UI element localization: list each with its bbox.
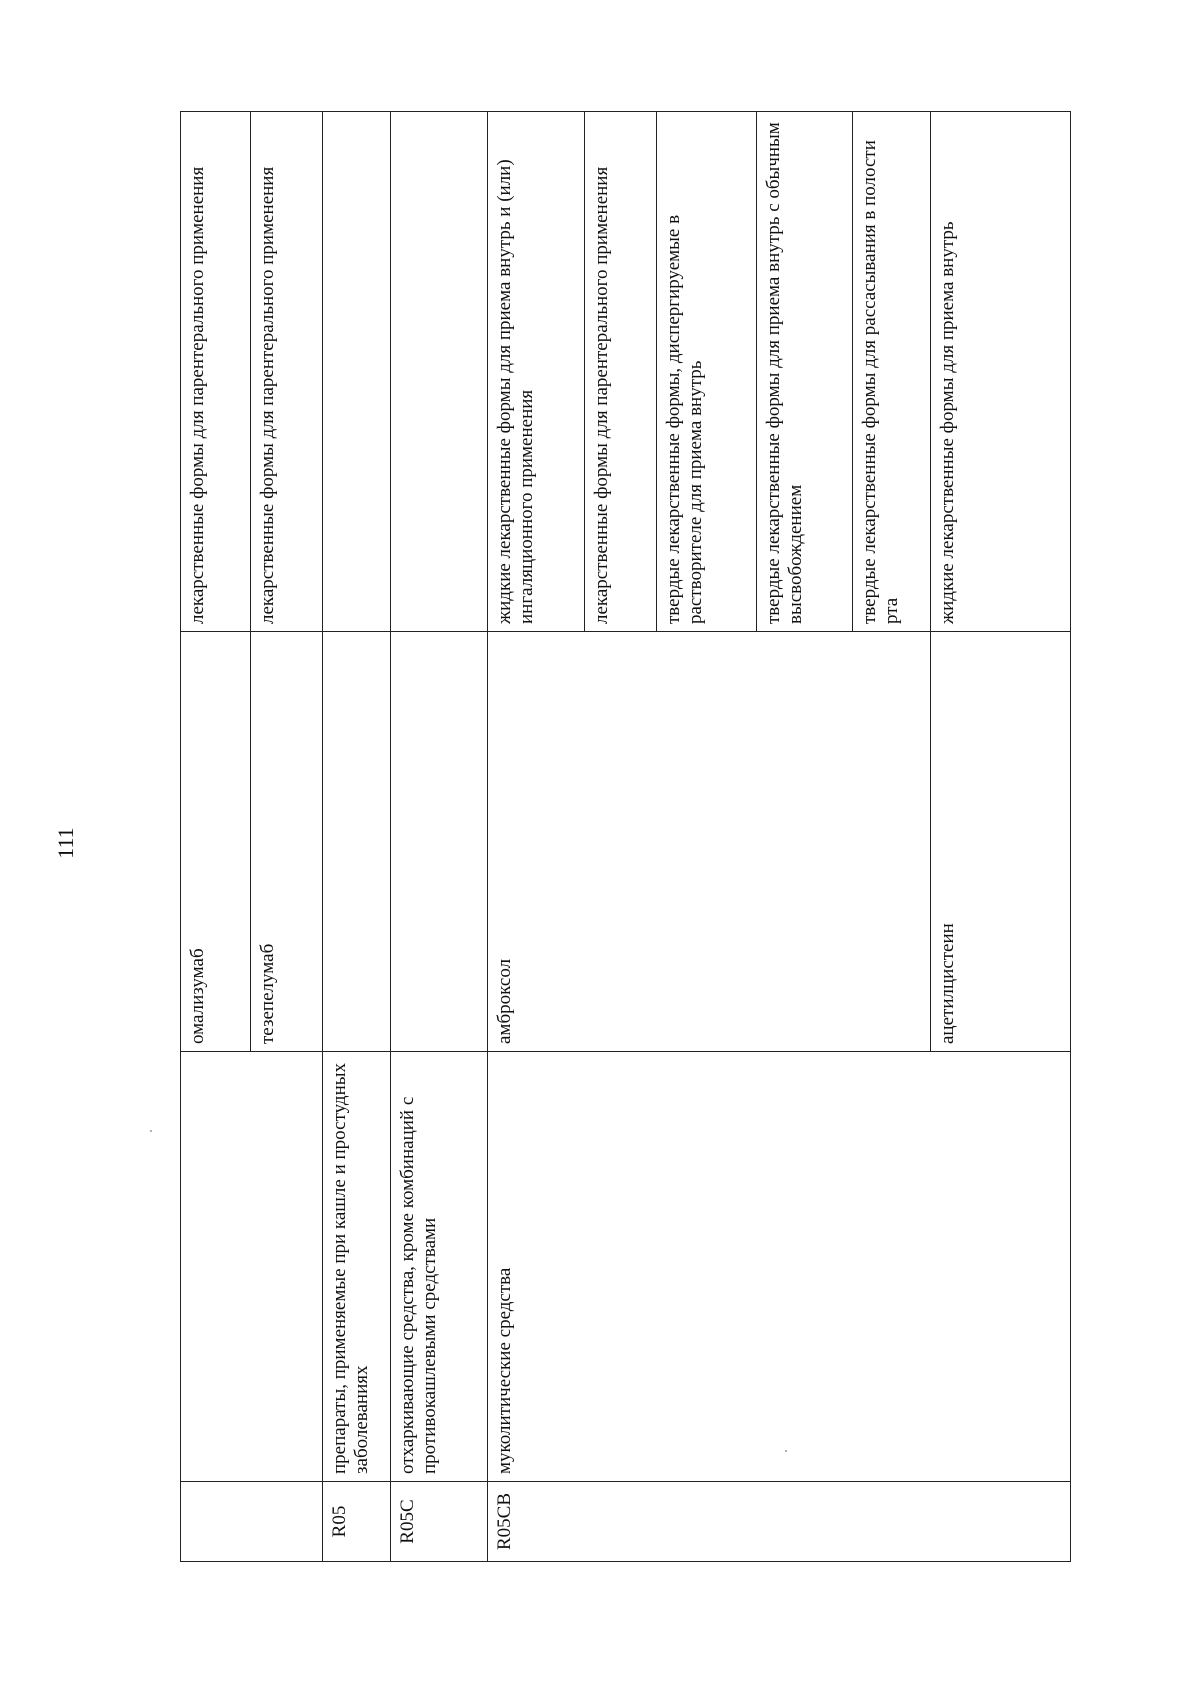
document-page [180,112,1070,1562]
rotated-content [180,112,1070,1562]
form-cell [391,112,488,632]
table-row [323,112,391,1562]
group-cell [181,1052,323,1482]
group-cell: муколитические средства [488,1052,1071,1482]
form-cell: лекарственные формы для парентерального применения [251,112,323,632]
table-row [181,112,251,1562]
inn-cell: омализумаб [181,632,251,1052]
group-cell: отхаркивающие средства, кроме комбинаций с противокашлевыми средствами [391,1052,488,1482]
form-cell [323,112,391,632]
form-cell: жидкие лекарственные формы для приема внутрь [931,112,1071,632]
inn-cell [323,632,391,1052]
scan-speck [150,1130,152,1132]
medicines-table [180,111,1071,1562]
form-cell: твердые лекарственные формы, диспергируемые в растворителе для приема внутрь [657,112,757,632]
atc-code-cell: R05C [391,1482,488,1562]
atc-code-cell: R05 [323,1482,391,1562]
form-cell: твердые лекарственные формы для рассасывания в полости рта [853,112,931,632]
table-row [488,112,585,1562]
inn-cell: тезепелумаб [251,632,323,1052]
table-row [391,112,488,1562]
group-cell: препараты, применяемые при кашле и простудных заболеваниях [323,1052,391,1482]
inn-cell: амброксол [488,632,931,1052]
page-number: 111 [53,827,78,859]
form-cell: твердые лекарственные формы для приема внутрь с обычным высвобождением [757,112,853,632]
inn-cell [391,632,488,1052]
form-cell: жидкие лекарственные формы для приема внутрь и (или) ингаляционного применения [488,112,585,632]
form-cell: лекарственные формы для парентерального применения [585,112,657,632]
inn-cell: ацетилцистеин [931,632,1071,1052]
atc-code-cell [181,1482,323,1562]
form-cell: лекарственные формы для парентерального применения [181,112,251,632]
atc-code-cell: R05CB [488,1482,1071,1562]
